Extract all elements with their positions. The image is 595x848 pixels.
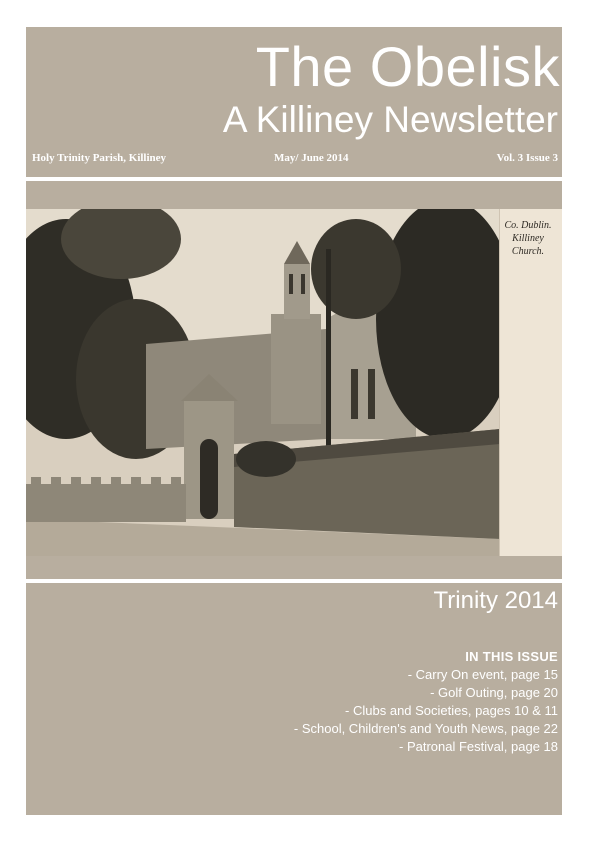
toc-item: - School, Children's and Youth News, page 22 bbox=[293, 721, 558, 736]
toc-item: - Golf Outing, page 20 bbox=[430, 685, 558, 700]
toc-heading: IN THIS ISSUE bbox=[465, 649, 558, 664]
cover-photo-band bbox=[26, 181, 562, 579]
toc-item: - Patronal Festival, page 18 bbox=[399, 739, 558, 754]
volume-issue: Vol. 3 Issue 3 bbox=[496, 152, 558, 164]
newsletter-title: The Obelisk bbox=[255, 35, 560, 98]
contents-panel bbox=[26, 583, 562, 815]
newsletter-subtitle: A Killiney Newsletter bbox=[222, 99, 558, 140]
church-photo bbox=[26, 209, 562, 556]
issue-date: May/ June 2014 bbox=[274, 152, 349, 164]
photo-caption: Co. Dublin. Killiney Church. bbox=[504, 220, 552, 257]
table-of-contents bbox=[294, 649, 558, 756]
photo-caption-strip bbox=[499, 209, 562, 556]
toc-item: - Clubs and Societies, pages 10 & 11 bbox=[345, 703, 558, 718]
parish-name: Holy Trinity Parish, Killiney bbox=[32, 152, 167, 164]
toc-item: - Carry On event, page 15 bbox=[407, 667, 558, 682]
edition-title: Trinity 2014 bbox=[433, 587, 558, 614]
church-illustration bbox=[26, 209, 562, 556]
masthead bbox=[26, 27, 562, 177]
